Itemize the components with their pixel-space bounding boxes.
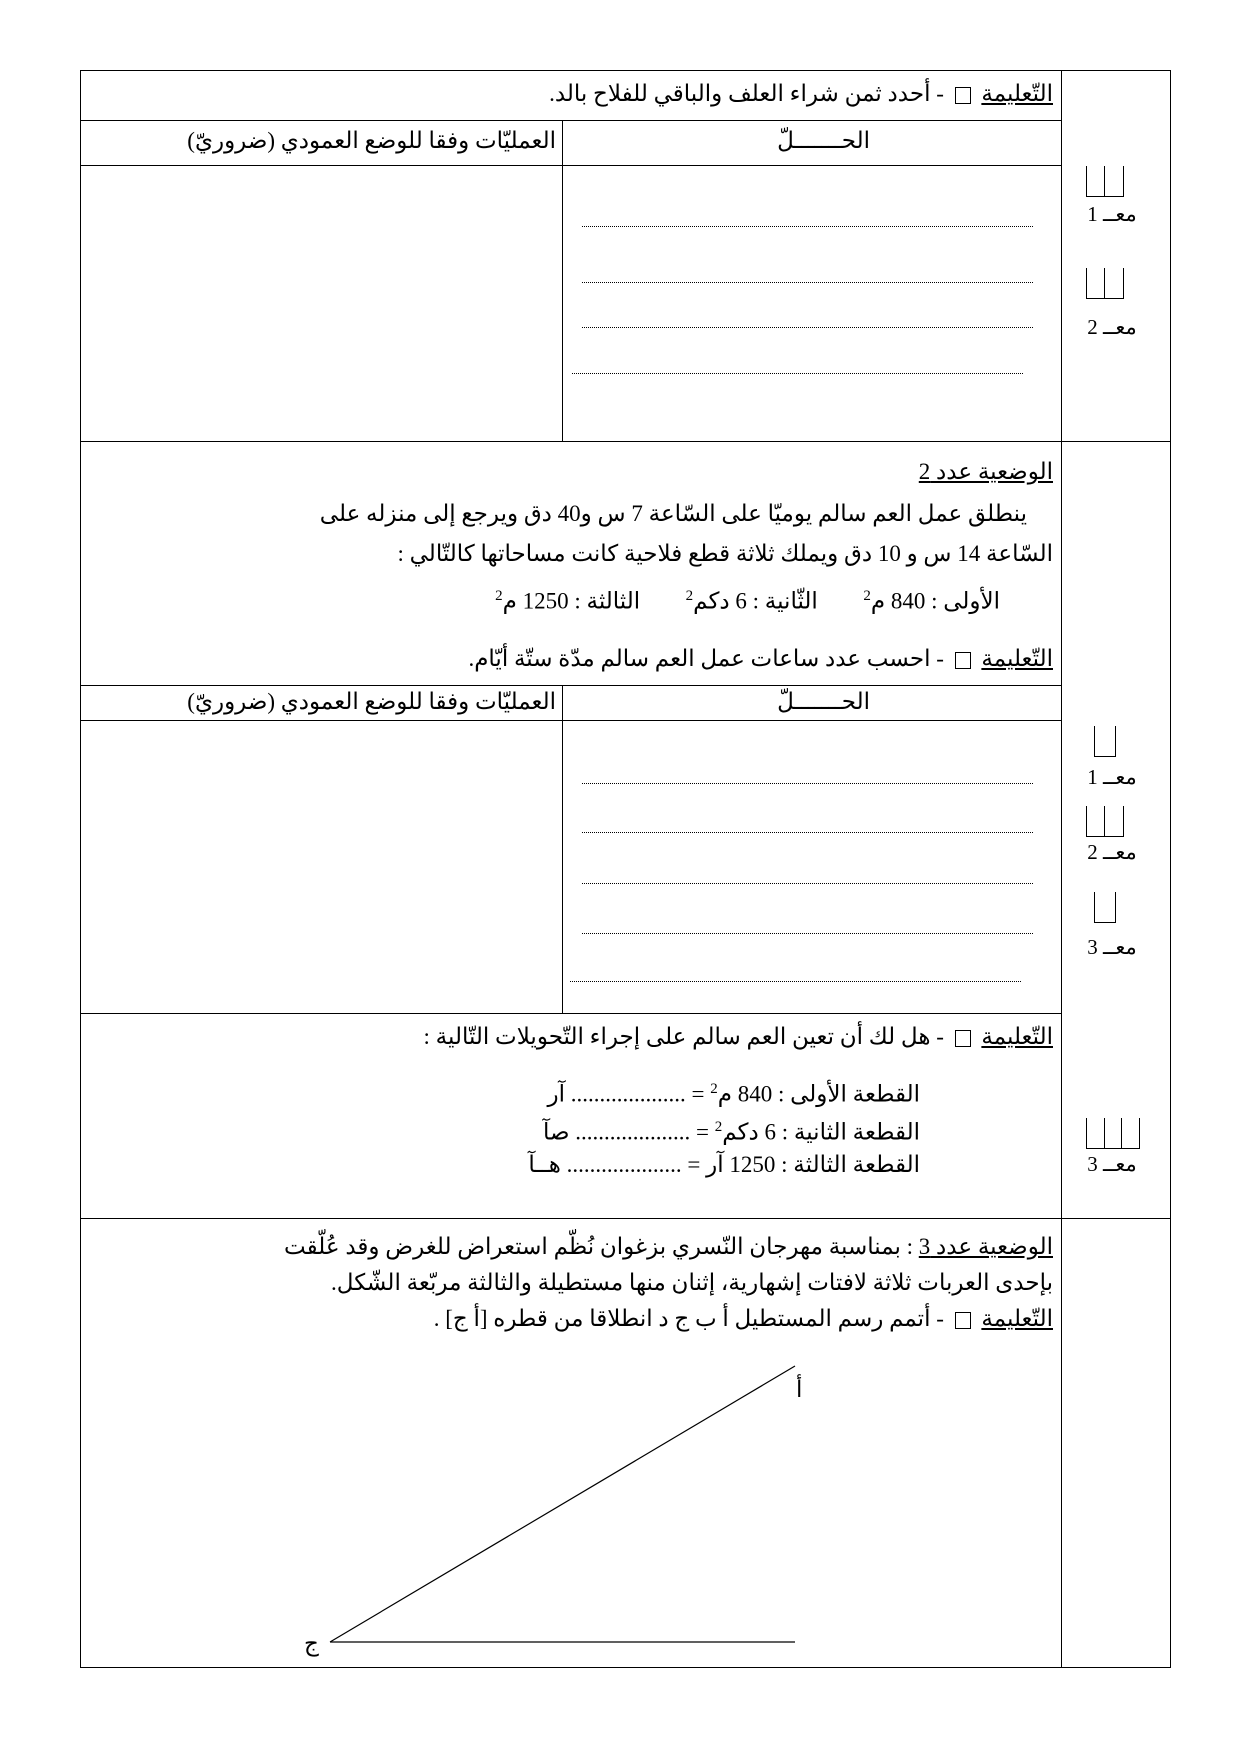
diagonal-segment-ac: [330, 1366, 795, 1642]
conversion-row-3: [528, 1151, 920, 1179]
section2-para-line1: ينطلق عمل العم سالم يوميّا على السّاعة 7 س و40 دق ويرجع إلى منزله على: [319, 501, 1027, 526]
answer-line: [582, 282, 1033, 283]
score-box-divider: [1104, 1118, 1105, 1148]
plot-first: الأولى : 840 م: [870, 588, 1000, 614]
s2-col-solution-header: الحـــــــلّ: [777, 689, 870, 714]
conversion-left: القطعة الثانية : 6 دكم: [722, 1119, 920, 1145]
s2-col-operations-header: العمليّات وفقا للوضع العمودي (ضروريّ): [187, 689, 556, 714]
s1-col-operations-header: العمليّات وفقا للوضع العمودي (ضروريّ): [187, 128, 556, 153]
point-c-label: ج: [304, 1631, 319, 1656]
rectangle-diagonal-figure: [300, 1350, 840, 1650]
answer-line: [582, 933, 1033, 934]
score-box-divider: [1121, 1118, 1122, 1148]
section4-title: الوضعية عدد 3: [918, 1234, 1053, 1259]
s2-header-bottom: [80, 720, 1062, 721]
score-box: [1086, 1118, 1140, 1149]
superscript: 2: [710, 1081, 718, 1097]
superscript: 2: [714, 1119, 723, 1135]
s1-column-divider: [562, 120, 563, 442]
criterion-label: معــ 1: [1087, 202, 1137, 226]
conversion-right: = .................... آر: [547, 1081, 705, 1107]
section4-line1-text: : بمناسبة مهرجان النّسري بزغوان نُظّم استعراض للغرض وقد عُلّقت: [284, 1234, 914, 1259]
section2-title: الوضعية عدد 2: [918, 459, 1053, 484]
answer-line: [582, 226, 1033, 227]
conversion-right: = .................... هــآ: [528, 1152, 701, 1177]
answer-line: [582, 832, 1033, 833]
score-box: [1086, 166, 1124, 197]
score-box: [1086, 806, 1124, 837]
answer-line: [570, 981, 1021, 982]
section3-instruction: [424, 1023, 1053, 1051]
section-separator-2: [80, 1013, 1062, 1014]
criterion-label: معــ 2: [1087, 840, 1137, 864]
score-box: [1094, 726, 1116, 757]
section2-plots: [495, 582, 1000, 616]
answer-line: [582, 883, 1033, 884]
checkbox-icon: [955, 1312, 971, 1329]
answer-line: [572, 373, 1023, 374]
s1-col-solution-header: الحـــــــلّ: [777, 128, 870, 153]
s2-column-divider: [562, 685, 563, 1014]
table-left-border: [80, 70, 81, 1668]
conversion-left: القطعة الأولى : 840 م: [717, 1081, 920, 1107]
s1-header-bottom: [80, 165, 1062, 166]
score-box-divider: [1104, 268, 1105, 298]
s2-header-top: [80, 685, 1062, 686]
s1-header-top: [80, 120, 1062, 121]
section4-line2: بإحدى العربات ثلاثة لافتات إشهارية، إثنان منها مستطيلة والثالثة مربّعة الشّكل.: [331, 1270, 1053, 1295]
answer-line: [582, 783, 1033, 784]
section2-instruction: [468, 645, 1053, 673]
instruction-text: - أتمم رسم المستطيل أ ب ج د انطلاقا من قطره [أ ج] .: [433, 1306, 944, 1331]
criterion-label: معــ 2: [1087, 315, 1137, 339]
section-separator-1: [80, 441, 1171, 442]
score-box-divider: [1104, 166, 1105, 196]
criteria-column-divider: [1061, 70, 1062, 1668]
section2-para-line2: السّاعة 14 س و 10 دق ويملك ثلاثة قطع فلاحية كانت مساحاتها كالتّالي :: [397, 541, 1053, 566]
table-top-border: [80, 70, 1171, 71]
point-a-label: أ: [796, 1377, 803, 1402]
instruction-label: التّعليمة: [981, 646, 1053, 671]
table-right-border: [1170, 70, 1171, 1668]
instruction-label: التّعليمة: [981, 1306, 1053, 1331]
superscript: 2: [863, 588, 871, 604]
instruction-label: التّعليمة: [981, 81, 1053, 106]
conversion-right: = .................... صآ: [542, 1119, 709, 1145]
superscript: 2: [685, 588, 694, 604]
plot-second: الثّانية : 6 دكم: [693, 588, 818, 614]
criterion-label: معــ 3: [1087, 935, 1137, 959]
checkbox-icon: [955, 1030, 971, 1047]
score-box-divider: [1104, 806, 1105, 836]
instruction-text: - احسب عدد ساعات عمل العم سالم مدّة ستّة أيّام.: [468, 646, 944, 671]
score-box: [1086, 268, 1124, 299]
conversion-row-2: [543, 1113, 920, 1147]
criterion-label: معــ 1: [1087, 765, 1137, 789]
answer-line: [582, 327, 1033, 328]
score-box: [1094, 892, 1116, 923]
instruction-text: - هل لك أن تعين العم سالم على إجراء التّحويلات التّالية :: [423, 1024, 944, 1049]
section4-instruction: [434, 1305, 1053, 1333]
conversion-left: القطعة الثالثة : 1250 آر: [706, 1152, 920, 1177]
plot-third: الثالثة : 1250 م: [502, 588, 641, 614]
section4-line1: [284, 1233, 1053, 1261]
checkbox-icon: [955, 652, 971, 669]
conversion-row-1: [548, 1075, 920, 1109]
section-separator-3: [80, 1218, 1171, 1219]
section1-instruction: [549, 80, 1053, 108]
superscript: 2: [495, 588, 503, 604]
instruction-label: التّعليمة: [981, 1024, 1053, 1049]
table-bottom-border: [80, 1667, 1171, 1668]
instruction-text: - أحدد ثمن شراء العلف والباقي للفلاح بالد.: [549, 81, 944, 106]
checkbox-icon: [955, 87, 971, 104]
criterion-label: معــ 3: [1087, 1152, 1137, 1176]
